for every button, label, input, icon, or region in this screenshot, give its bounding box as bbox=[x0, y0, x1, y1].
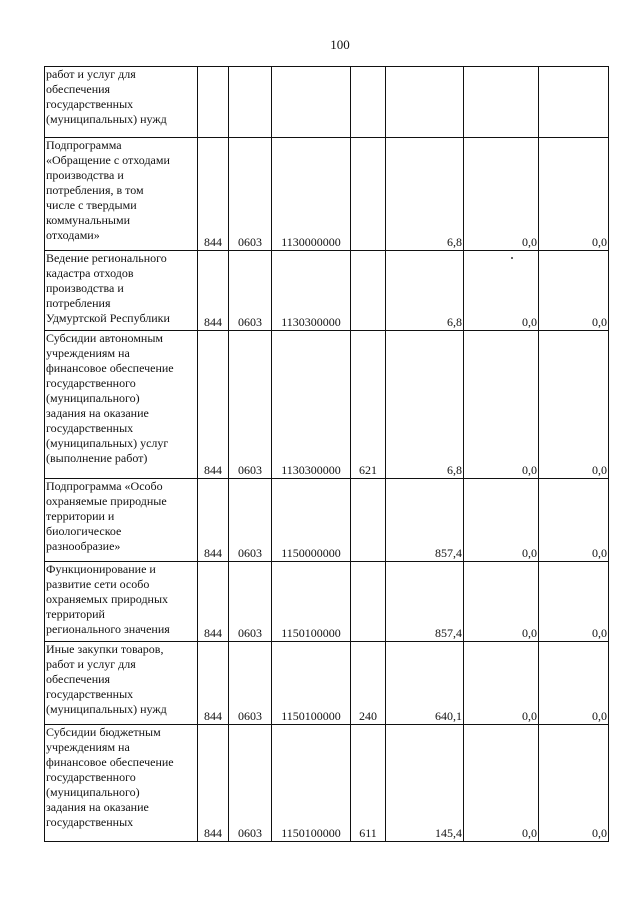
amount-3: 0,0 bbox=[539, 725, 609, 842]
section-code: 0603 bbox=[229, 331, 272, 479]
budget-table bbox=[44, 66, 609, 842]
amount-1: 640,1 bbox=[386, 642, 464, 725]
ministry-code: 844 bbox=[198, 138, 229, 251]
row-name: Субсидии бюджетным учреждениям на финансовое обеспечение государственного (муниципального) задания на оказание государственных bbox=[45, 725, 198, 842]
target-code: 1130300000 bbox=[272, 251, 351, 331]
expense-type-code: 621 bbox=[351, 331, 386, 479]
amount-3: 0,0 bbox=[539, 562, 609, 642]
expense-type-code bbox=[351, 479, 386, 562]
section-code: 0603 bbox=[229, 479, 272, 562]
table-row bbox=[45, 725, 609, 842]
expense-type-code bbox=[351, 562, 386, 642]
expense-type-code: 240 bbox=[351, 642, 386, 725]
table-row bbox=[45, 67, 609, 138]
amount-2 bbox=[464, 67, 539, 138]
amount-3 bbox=[539, 67, 609, 138]
expense-type-code bbox=[351, 67, 386, 138]
scan-speck bbox=[511, 257, 513, 259]
row-name: работ и услуг для обеспечения государственных (муниципальных) нужд bbox=[45, 67, 198, 138]
amount-1: 857,4 bbox=[386, 562, 464, 642]
amount-3: 0,0 bbox=[539, 138, 609, 251]
ministry-code bbox=[198, 67, 229, 138]
amount-1: 6,8 bbox=[386, 331, 464, 479]
ministry-code: 844 bbox=[198, 725, 229, 842]
amount-1: 857,4 bbox=[386, 479, 464, 562]
expense-type-code: 611 bbox=[351, 725, 386, 842]
amount-2: 0,0 bbox=[464, 642, 539, 725]
amount-2: 0,0 bbox=[464, 331, 539, 479]
section-code bbox=[229, 67, 272, 138]
table-row bbox=[45, 642, 609, 725]
row-name: Ведение регионального кадастра отходов производства и потребления Удмуртской Республики bbox=[45, 251, 198, 331]
target-code: 1130300000 bbox=[272, 331, 351, 479]
section-code: 0603 bbox=[229, 251, 272, 331]
ministry-code: 844 bbox=[198, 251, 229, 331]
ministry-code: 844 bbox=[198, 642, 229, 725]
amount-2: 0,0 bbox=[464, 725, 539, 842]
amount-1: 6,8 bbox=[386, 251, 464, 331]
ministry-code: 844 bbox=[198, 479, 229, 562]
row-name: Иные закупки товаров, работ и услуг для обеспечения государственных (муниципальных) нужд bbox=[45, 642, 198, 725]
amount-3: 0,0 bbox=[539, 479, 609, 562]
target-code: 1150100000 bbox=[272, 725, 351, 842]
row-name: Функционирование и развитие сети особо охраняемых природных территорий регионального значения bbox=[45, 562, 198, 642]
table-row bbox=[45, 251, 609, 331]
ministry-code: 844 bbox=[198, 562, 229, 642]
table-row bbox=[45, 331, 609, 479]
section-code: 0603 bbox=[229, 138, 272, 251]
table-row bbox=[45, 562, 609, 642]
page-number: 100 bbox=[330, 37, 350, 52]
row-name: Субсидии автономным учреждениям на финансовое обеспечение государственного (муниципального) задания на оказание государственных (муниципальных) услуг (выполнение работ) bbox=[45, 331, 198, 479]
row-name: Подпрограмма «Обращение с отходами производства и потребления, в том числе с твердыми коммунальными отходами» bbox=[45, 138, 198, 251]
target-code: 1150100000 bbox=[272, 642, 351, 725]
target-code: 1150100000 bbox=[272, 562, 351, 642]
amount-1 bbox=[386, 67, 464, 138]
amount-1: 6,8 bbox=[386, 138, 464, 251]
amount-2: 0,0 bbox=[464, 251, 539, 331]
expense-type-code bbox=[351, 251, 386, 331]
amount-3: 0,0 bbox=[539, 331, 609, 479]
section-code: 0603 bbox=[229, 562, 272, 642]
table-row bbox=[45, 138, 609, 251]
amount-2: 0,0 bbox=[464, 138, 539, 251]
amount-3: 0,0 bbox=[539, 642, 609, 725]
amount-3: 0,0 bbox=[539, 251, 609, 331]
table-row bbox=[45, 479, 609, 562]
target-code: 1150000000 bbox=[272, 479, 351, 562]
expense-type-code bbox=[351, 138, 386, 251]
ministry-code: 844 bbox=[198, 331, 229, 479]
target-code: 1130000000 bbox=[272, 138, 351, 251]
row-name: Подпрограмма «Особо охраняемые природные территории и биологическое разнообразие» bbox=[45, 479, 198, 562]
section-code: 0603 bbox=[229, 642, 272, 725]
target-code bbox=[272, 67, 351, 138]
amount-1: 145,4 bbox=[386, 725, 464, 842]
amount-2: 0,0 bbox=[464, 479, 539, 562]
amount-2: 0,0 bbox=[464, 562, 539, 642]
section-code: 0603 bbox=[229, 725, 272, 842]
